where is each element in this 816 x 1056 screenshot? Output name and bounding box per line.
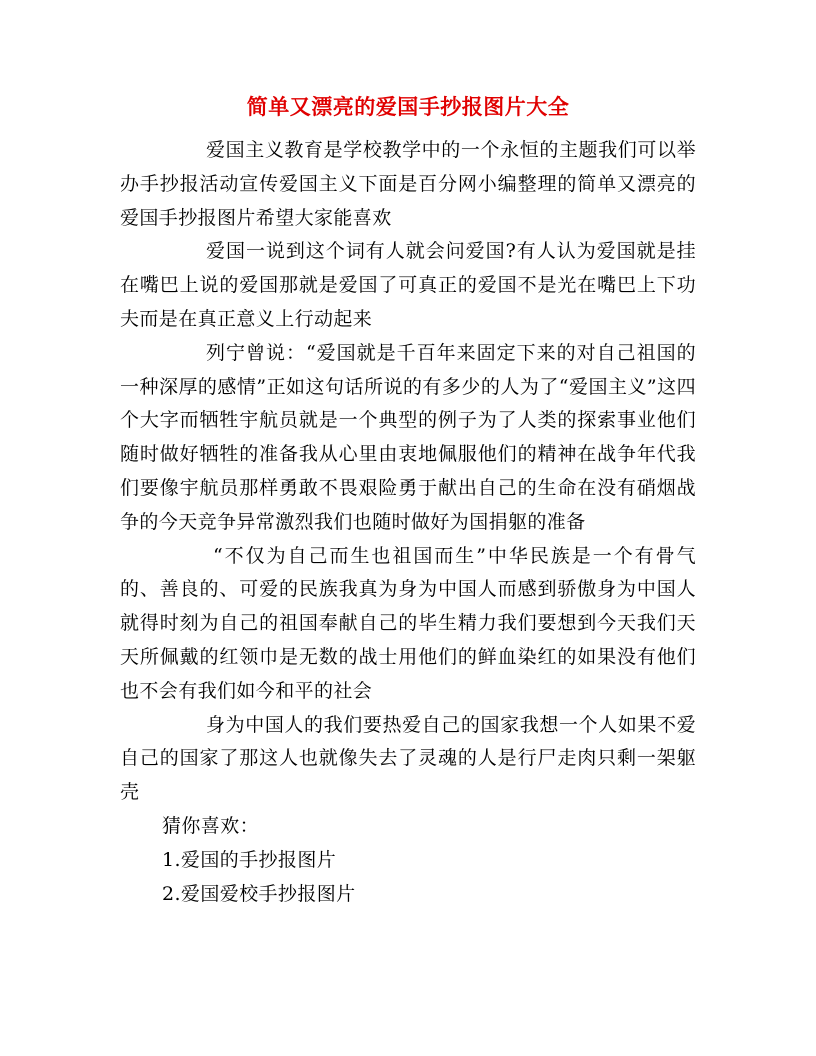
related-link-2[interactable]: 2.爱国爱校手抄报图片 (162, 882, 356, 905)
paragraph-intro: 爱国主义教育是学校教学中的一个永恒的主题我们可以举办手抄报活动宣传爱国主义下面是百分网小编整理的简单又漂亮的爱国手抄报图片希望大家能喜欢 (120, 139, 696, 229)
related-link-1[interactable]: 1.爱国的手抄报图片 (162, 848, 337, 871)
guess-you-like-label: 猜你喜欢： (162, 814, 260, 837)
article-body (120, 134, 696, 911)
page-title: 简单又漂亮的爱国手抄报图片大全 (246, 94, 570, 119)
paragraph-patriotism-meaning: 爱国一说到这个词有人就会问爱国?有人认为爱国就是挂在嘴巴上说的爱国那就是爱国了可真正的爱国不是光在嘴巴上下功夫而是在真正意义上行动起来 (120, 240, 696, 330)
paragraph-lenin-quote: 列宁曾说：“爱国就是千百年来固定下来的对自己祖国的一种深厚的感情”正如这句话所说的有多少的人为了“爱国主义”这四个大字而牺牲宇航员就是一个典型的例子为了人类的探索事业他们随时做好牺牲的准备我从心里由衷地佩服他们的精神在战争年代我们要像宇航员那样勇敢不畏艰险勇于献出自己的生命在没有硝烟战争的今天竞争异常激烈我们也随时做好为国捐躯的准备 (120, 341, 696, 533)
paragraph-chinese-nation: “不仅为自己而生也祖国而生”中华民族是一个有骨气的、善良的、可爱的民族我真为身为中国人而感到骄傲身为中国人就得时刻为自己的祖国奉献自己的毕生精力我们要想到今天我们天天所佩戴的红领巾是无数的战士用他们的鲜血染红的如果没有他们也不会有我们如今和平的社会 (120, 544, 696, 702)
paragraph-love-country: 身为中国人的我们要热爱自己的国家我想一个人如果不爱自己的国家了那这人也就像失去了灵魂的人是行尸走肉只剩一架躯壳 (120, 713, 696, 804)
